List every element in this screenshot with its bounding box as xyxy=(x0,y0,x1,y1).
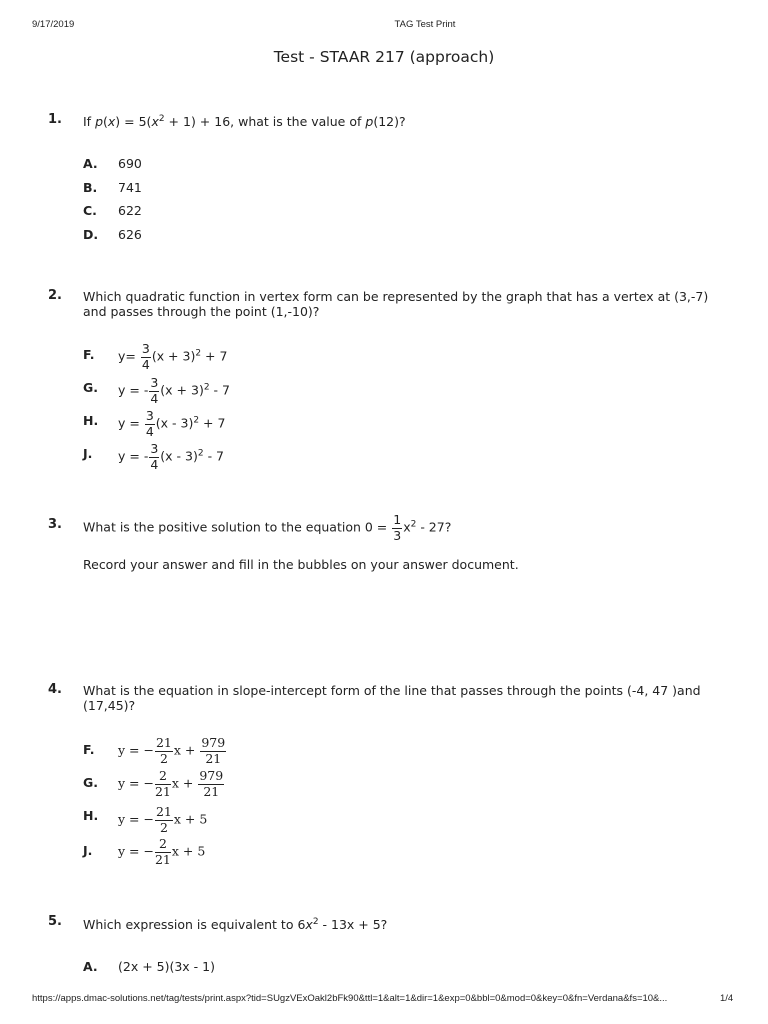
choice-letter: H. xyxy=(83,808,99,823)
page-title: Test - STAAR 217 (approach) xyxy=(273,48,495,66)
question-text: Which quadratic function in vertex form can be represented by the graph that has a vertex at (3,-7) and passes through the point (1,-10)? xyxy=(83,289,709,319)
choice-letter: C. xyxy=(83,203,97,218)
choice-letter: A. xyxy=(83,156,98,171)
print-date: 9/17/2019 xyxy=(32,19,75,30)
choice-expression: y = $\frac{3}{4}$ (x - 3)$^2$ + 7 xyxy=(118,408,226,439)
choice-letter: G. xyxy=(83,380,99,395)
question-instruction: Record your answer and fill in the bubbles on your answer document. xyxy=(83,557,519,572)
print-url: https://apps.dmac-solutions.net/tag/tests/print.aspx?tid=SUgzVExOakl2bFk90&ttl=1&alt=1&dir=1&exp=0&bbl=0&mod=0&key=0&fn=Verdana&fs=10&... xyxy=(32,993,668,1004)
choice-value: 626 xyxy=(118,227,142,242)
choice-letter: D. xyxy=(83,227,99,242)
choice-letter: A. xyxy=(83,959,98,974)
page-number: 1/4 xyxy=(720,993,734,1004)
question-number: 2. xyxy=(48,288,62,303)
choice-value: 690 xyxy=(118,156,142,171)
question-text: What is the equation in slope-intercept form of the line that passes through the points (-4, 47 )and (17,45)? xyxy=(83,683,701,713)
choice-expression: y= $\frac{3}{4}$ $(x + 3)^2 + 7$ xyxy=(118,341,228,372)
choice-letter: J. xyxy=(83,446,93,461)
choice-expression: y = - $\frac{3}{4}$ $(x + 3)^2 - 7$ xyxy=(118,375,230,406)
question-number: 1. xyxy=(48,112,62,127)
choice-letter: B. xyxy=(83,180,98,195)
choice-letter: F. xyxy=(83,347,95,362)
choice-value: (2x + 5)(3x - 1) xyxy=(118,959,215,974)
choice-expression: y = − $\frac{21}{2}$ x + 5 xyxy=(118,804,208,835)
choice-value: 622 xyxy=(118,203,142,218)
choice-expression: y = − $\frac{2}{21}$ x + 5 xyxy=(118,836,206,867)
choice-value: 741 xyxy=(118,180,142,195)
choice-letter: J. xyxy=(83,843,93,858)
question-text: What is the positive solution to the equation 0 = $\frac{1}{3}$ $x^2 - 27$? xyxy=(83,512,452,543)
question-number: 3. xyxy=(48,517,62,532)
question-text: Which expression is equivalent to $6x^2 - 13x + 5$? xyxy=(83,916,388,932)
print-app-title: TAG Test Print xyxy=(394,19,456,30)
choice-letter: H. xyxy=(83,413,99,428)
question-number: 5. xyxy=(48,914,62,929)
question-text: If $p(x) = 5(x^2 + 1) + 16$, what is the value of p(12)? xyxy=(83,113,406,129)
choice-expression: y = − $\frac{2}{21}$ x + $\frac{979}{21}$ xyxy=(118,768,224,799)
question-number: 4. xyxy=(48,682,62,697)
choice-expression: y = - $\frac{3}{4}$ (x - 3)$^2$ - 7 xyxy=(118,441,225,472)
choice-expression: y = − $\frac{21}{2}$ x + $\frac{979}{21}$ xyxy=(118,735,226,766)
choice-letter: G. xyxy=(83,775,99,790)
choice-letter: F. xyxy=(83,742,95,757)
